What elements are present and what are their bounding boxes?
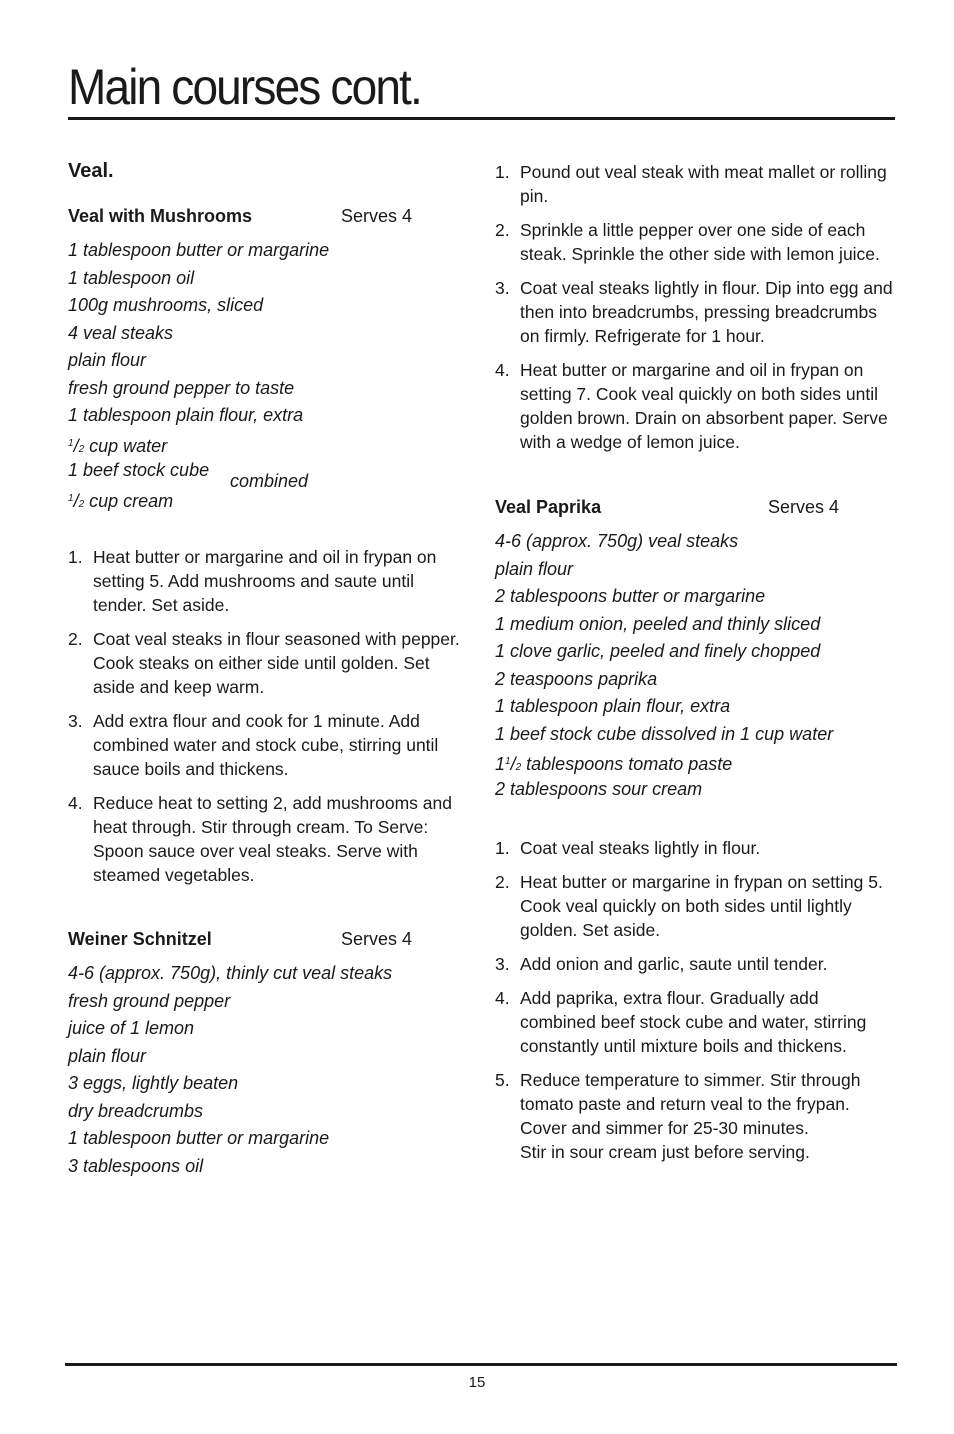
method-step: 4. Heat butter or margarine and oil in frypan on setting 7. Cook veal quickly on both sides until golden brown. Drain on absorbent paper. Serve with a wedge of lemon juice. — [495, 360, 888, 452]
serves-label: Serves 4 — [341, 206, 413, 226]
ingredient-item: $^1$/2 cup cream — [68, 490, 174, 511]
method-step: 3. Add extra flour and cook for 1 minute. Add combined water and stock cube, stirring until sauce boils and thickens. — [68, 711, 439, 779]
ingredient-item: 1 beef stock cube dissolved in 1 cup water — [495, 723, 834, 744]
page-title: Main courses cont. — [68, 59, 421, 115]
ingredient-item: $1^1/2$ tablespoons tomato paste — [495, 754, 733, 774]
recipe-header-weiner-schnitzel — [68, 929, 470, 950]
ingredient-item: dry breadcrumbs — [68, 1100, 204, 1121]
ingredient-item: 4-6 (approx. 750g) veal steaks — [495, 531, 739, 551]
method-step: 5. Reduce temperature to simmer. Stir through tomato paste and return veal to the frypan. Cover and simmer for 25-30 minutes. Stir in sour cream just before serving. — [495, 1070, 861, 1162]
method-step: 2. Coat veal steaks in flour seasoned with pepper. Cook steaks on either side until golden. Set aside and keep warm. — [68, 629, 460, 697]
ingredient-item: 1 tablespoon plain flour, extra — [495, 696, 731, 716]
ingredient-item: plain flour — [68, 1045, 147, 1066]
ingredient-item: 1 tablespoon oil — [68, 267, 195, 288]
method-list-veal-mushrooms — [68, 545, 470, 887]
right-column — [495, 160, 897, 1174]
ingredient-item: 2 tablespoons sour cream — [495, 778, 703, 799]
ingredient-item: fresh ground pepper — [68, 990, 231, 1011]
ingredient-item: 4-6 (approx. 750g), thinly cut veal steaks — [68, 963, 393, 983]
ingredient-item: 1 beef stock cube — [68, 460, 210, 480]
recipe-title: Veal Paprika — [495, 497, 602, 517]
ingredient-item: 1 clove garlic, peeled and finely chopped — [495, 641, 821, 661]
method-list-weiner-schnitzel — [495, 160, 897, 454]
ingredient-item: 1 tablespoon butter or margarine — [68, 240, 330, 260]
method-step: 1. Pound out veal steak with meat mallet or rolling pin. — [495, 162, 887, 206]
ingredient-item: 3 tablespoons oil — [68, 1155, 204, 1176]
method-step: 2. Heat butter or margarine in frypan on setting 5. Cook veal quickly on both sides until lightly golden. Set aside. — [495, 872, 883, 940]
ingredient-list-weiner-schnitzel — [68, 960, 470, 1180]
ingredient-item: 3 eggs, lightly beaten — [68, 1073, 239, 1093]
combined-note: combined — [230, 470, 309, 491]
method-step: 3. Add onion and garlic, saute until tender. — [495, 954, 828, 974]
left-column — [68, 160, 470, 1180]
ingredient-item: 1 tablespoon butter or margarine — [68, 1128, 330, 1148]
ingredient-item: 1 medium onion, peeled and thinly sliced — [495, 613, 821, 634]
method-list-veal-paprika — [495, 836, 897, 1164]
ingredient-item: 2 tablespoons butter or margarine — [495, 586, 766, 606]
ingredient-item: plain flour — [68, 350, 147, 370]
ingredient-item: $^1$/2 cup water — [68, 435, 168, 456]
title-divider — [68, 117, 895, 120]
ingredient-item: juice of 1 lemon — [68, 1018, 195, 1038]
ingredient-item: 100g mushrooms, sliced — [68, 295, 264, 315]
method-step: 1. Coat veal steaks lightly in flour. — [495, 838, 761, 858]
page-number: 15 — [468, 1374, 486, 1391]
ingredient-item: plain flour — [495, 558, 574, 579]
ingredient-item: 4 veal steaks — [68, 322, 174, 343]
ingredient-item: 2 teaspoons paprika — [495, 668, 658, 689]
method-step: 3. Coat veal steaks lightly in flour. Dip into egg and then into breadcrumbs, pressing breadcrumbs on firmly. Refrigerate for 1 hour. — [495, 278, 893, 346]
serves-label: Serves 4 — [768, 497, 840, 517]
recipe-title: Veal with Mushrooms — [68, 206, 253, 226]
ingredient-item: 1 tablespoon plain flour, extra — [68, 405, 304, 425]
method-step: 1. Heat butter or margarine and oil in frypan on setting 5. Add mushrooms and saute until tender. Set aside. — [68, 547, 437, 615]
recipe-header-veal-paprika — [495, 497, 897, 518]
section-heading: Veal. — [68, 160, 114, 182]
serves-label: Serves 4 — [341, 929, 413, 949]
method-step: 2. Sprinkle a little pepper over one side of each steak. Sprinkle the other side with lemon juice. — [495, 220, 880, 264]
recipe-header-veal-mushrooms — [68, 206, 470, 227]
method-step: 4. Reduce heat to setting 2, add mushrooms and heat through. Stir through cream. To Serve: Spoon sauce over veal steaks. Serve with steamed vegetables. — [68, 793, 452, 885]
combined-ingredients — [68, 430, 470, 513]
method-step: 4. Add paprika, extra flour. Gradually add combined beef stock cube and water, stirring constantly until mixture boils and thickens. — [495, 988, 867, 1056]
ingredient-list-veal-mushrooms — [68, 237, 470, 430]
recipe-title: Weiner Schnitzel — [68, 929, 212, 949]
ingredient-item: fresh ground pepper to taste — [68, 377, 295, 398]
ingredient-list-veal-paprika — [495, 528, 897, 803]
footer-divider — [65, 1363, 897, 1366]
